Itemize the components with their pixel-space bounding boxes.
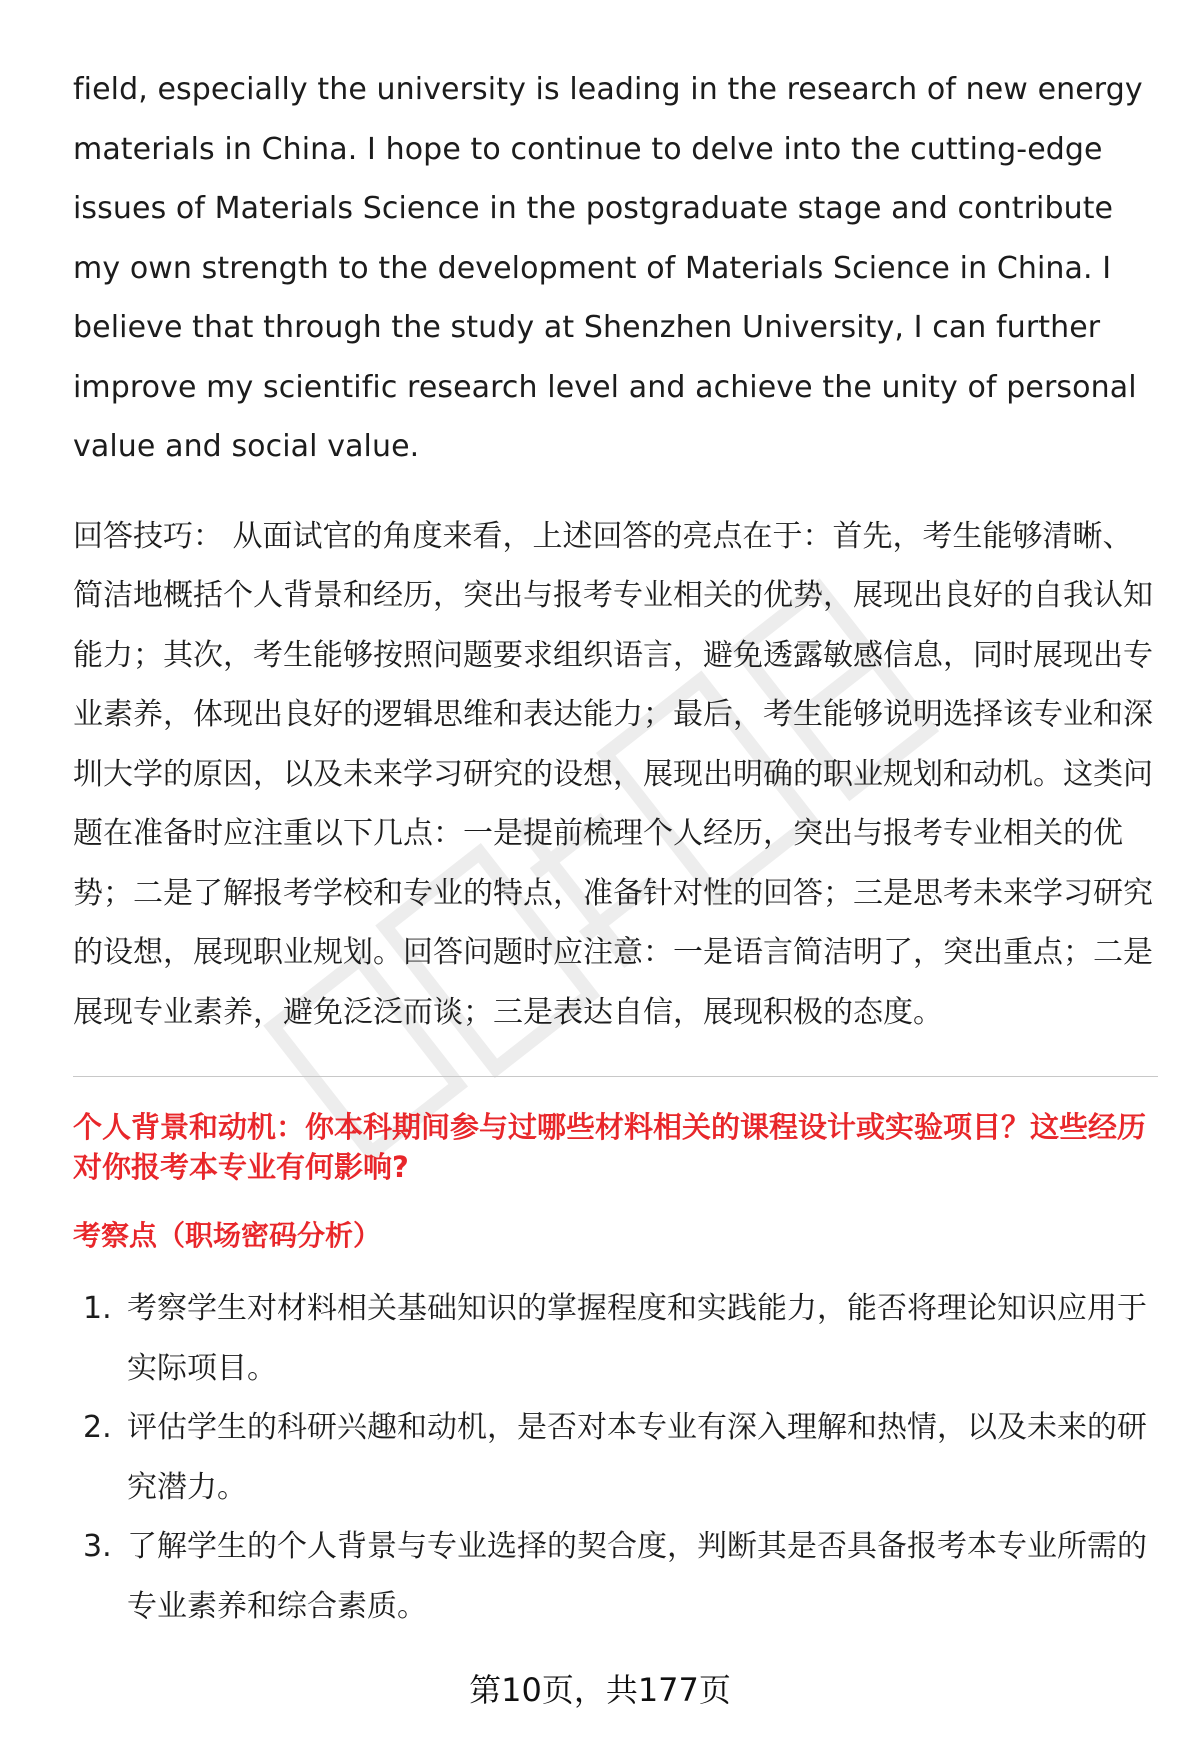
- intro-paragraph: field, especially the university is leading in the research of new energy materials in China. I hope to continue to delve into the cutting-edge issues of Materials Science in the postgraduate stage and contribute my own strength to the development of Materials Science in China. I believe that through the study at Shenzhen University, I can further improve my scientific research level and achieve the unity of personal value and social value.: [73, 72, 1143, 464]
- list-item-text: 评估学生的科研兴趣和动机，是否对本专业有深入理解和热情，以及未来的研究潜力。: [127, 1410, 1147, 1505]
- page-number-footer: 第10页，共177页: [469, 1671, 731, 1709]
- assessment-subheading: 考察点（职场密码分析）: [73, 1219, 382, 1252]
- document-page: [73, 60, 1158, 1636]
- question-heading: 个人背景和动机：你本科期间参与过哪些材料相关的课程设计或实验项目？这些经历对你报考本专业有何影响?: [73, 1110, 1147, 1184]
- list-item-text: 考察学生对材料相关基础知识的掌握程度和实践能力，能否将理论知识应用于实际项目。: [127, 1291, 1147, 1386]
- list-item: [73, 1279, 1158, 1398]
- answer-tips-paragraph: 回答技巧： 从面试官的角度来看，上述回答的亮点在于：首先，考生能够清晰、简洁地概括个人背景和经历，突出与报考专业相关的优势，展现出良好的自我认知能力；其次，考生能够按照问题要求组织语言，避免透露敏感信息，同时展现出专业素养，体现出良好的逻辑思维和表达能力；最后，考生能够说明选择该专业和深圳大学的原因，以及未来学习研究的设想，展现出明确的职业规划和动机。这类问题在准备时应注重以下几点：一是提前梳理个人经历，突出与报考专业相关的优势；二是了解报考学校和专业的特点，准备针对性的回答；三是思考未来学习研究的设想，展现职业规划。回答问题时应注意：一是语言简洁明了，突出重点；二是展现专业素养，避免泛泛而谈；三是表达自信，展现积极的态度。: [73, 518, 1153, 1030]
- section-divider: [73, 1076, 1158, 1077]
- list-item-number: 3.: [83, 1529, 112, 1564]
- list-item-text: 了解学生的个人背景与专业选择的契合度，判断其是否具备报考本专业所需的专业素养和综合素质。: [127, 1529, 1147, 1624]
- assessment-points-list: [73, 1279, 1158, 1636]
- list-item-number: 2.: [83, 1410, 112, 1445]
- list-item: [73, 1517, 1158, 1636]
- list-item: [73, 1398, 1158, 1517]
- list-item-number: 1.: [83, 1291, 112, 1326]
